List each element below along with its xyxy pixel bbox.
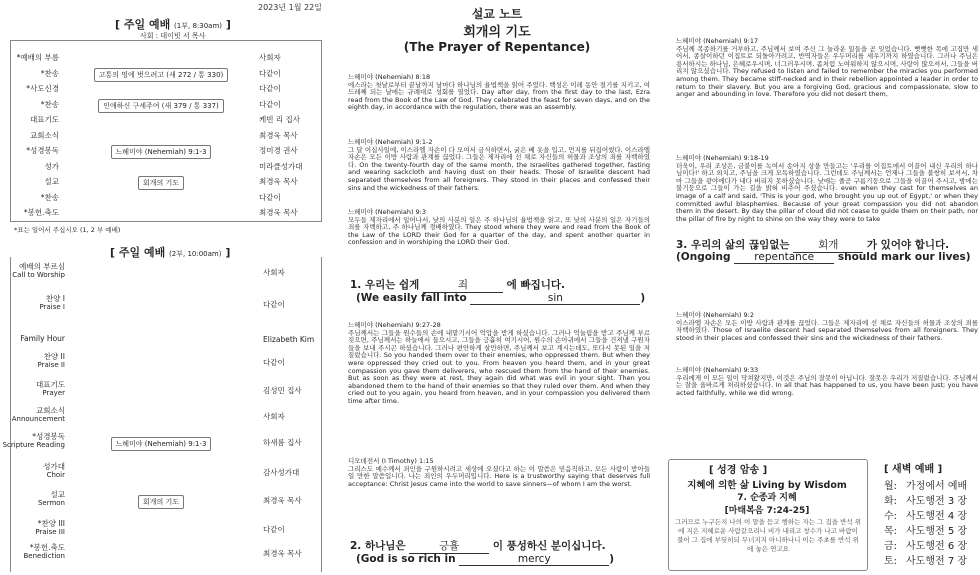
order-item-leader: 최경욱 목사 xyxy=(259,177,298,186)
order-item-leader: 정미경 권사 xyxy=(259,146,298,155)
order-item-name xyxy=(40,295,65,311)
verse-block xyxy=(676,312,978,342)
verse-block xyxy=(348,322,650,406)
order-item-detail-text: 느헤미야 (Nehemiah) 9:1-3 xyxy=(111,437,212,451)
order-item-leader: 다같이 xyxy=(263,358,285,367)
service2-row xyxy=(11,335,323,353)
service2-row xyxy=(11,407,323,425)
order-item-leader: 다같이 xyxy=(259,192,281,202)
order-item-name-ko: *성경봉독 xyxy=(32,432,65,441)
order-item-name xyxy=(35,520,65,536)
order-item-name xyxy=(3,433,65,449)
order-item-name xyxy=(12,263,65,279)
order-item-detail xyxy=(81,437,241,451)
fill-in-answer[interactable]: mercy xyxy=(459,553,609,566)
service2-row xyxy=(11,544,323,562)
service1-row xyxy=(11,111,323,127)
verse-text: 이스라엘 자손은 모든 이방 사람과 관계를 끊었다. 그들은 제자리에 선 채로 자신들의 허물과 조상의 죄를 자백하였다. Those of Israelite descent had separated themselves from all foreigners. They stood in their places and confessed their sins and the wickedness of their fathers. xyxy=(676,318,978,342)
order-item-name xyxy=(20,335,65,343)
order-item-name xyxy=(38,491,65,507)
order-item-leader: 사회자 xyxy=(263,412,285,421)
order-item-name-ko: 찬양 II xyxy=(43,352,65,361)
fill-in-3-en: (Ongoing repentance should mark our lives) xyxy=(676,251,971,263)
day-label: 목: xyxy=(884,526,898,537)
verse-text: 그리스도 예수께서 죄인을 구원하시려고 세상에 오셨다고 하는 이 말씀은 믿음직하고, 모든 사람이 받아들일 만한 말씀입니다. 나는 죄인의 우두머리입니다. Here is a trustworthy saying that deserves full acceptance: Christ Jesus came into the world to save sinners—of whom I am the worst. xyxy=(348,464,650,488)
service1-row xyxy=(11,173,323,189)
order-item-leader: 다같이 xyxy=(259,68,281,78)
service1-row xyxy=(11,96,323,112)
order-item-name-en: Sermon xyxy=(37,499,65,507)
order-item-name: 성가 xyxy=(44,161,59,171)
verse-ref: 느헤미야 (Nehemiah) 9:18-19 xyxy=(676,154,769,162)
fill-in-answer[interactable]: 죄 xyxy=(423,277,503,293)
order-item-name-en: Prayer xyxy=(42,389,65,397)
order-item-detail-text: 고통의 멍에 벗으려고 (새 272 / 통 330) xyxy=(94,68,229,82)
dawn-service-row xyxy=(884,552,967,567)
day-reading: 사도행전 4 장 xyxy=(906,511,968,522)
day-reading: 사도행전 6 장 xyxy=(906,541,968,552)
service1-row xyxy=(11,142,323,158)
order-item-name-ko: 교회소식 xyxy=(36,406,65,415)
service1-row xyxy=(11,65,323,81)
order-item-name: 설교 xyxy=(44,177,59,186)
service2-row xyxy=(11,491,323,509)
order-item-leader: 최경욱 목사 xyxy=(263,549,302,558)
fill-in-2-en: (God is so rich in mercy ) xyxy=(356,553,615,565)
order-item-name xyxy=(36,381,65,397)
order-item-name-en: Call to Worship xyxy=(12,271,65,279)
order-item-name xyxy=(43,463,65,479)
dawn-service-row xyxy=(884,492,967,507)
order-item-detail xyxy=(81,495,241,509)
order-item-name-en: Benediction xyxy=(23,552,65,560)
order-item-name: 대표기도 xyxy=(30,115,59,124)
order-item-name: 교회소식 xyxy=(30,130,59,140)
day-label: 토: xyxy=(884,556,898,567)
dawn-service-title: [ 새벽 예배 ] xyxy=(884,464,943,475)
fill-in-2: 2. 하나님은 긍휼 이 풍성하신 분이십니다. xyxy=(350,540,606,552)
service1-title: [ 주일 예배 (1부, 8:30am) ] xyxy=(115,18,231,31)
service2-row xyxy=(11,353,323,371)
service1-row xyxy=(11,127,323,143)
dawn-service-row xyxy=(884,507,967,522)
order-item-name xyxy=(24,544,66,560)
order-item-name-en: Scripture Reading xyxy=(2,441,65,449)
order-item-leader: 케빈 리 집사 xyxy=(259,115,300,124)
service2-row xyxy=(11,295,323,313)
service2-row xyxy=(11,520,323,538)
order-item-leader: 최경욱 목사 xyxy=(263,496,302,505)
fill-in-answer[interactable]: sin xyxy=(470,292,640,305)
service1-box xyxy=(10,40,322,222)
day-label: 수: xyxy=(884,511,898,522)
verse-block xyxy=(676,155,978,223)
order-item-name-ko: *봉헌.축도 xyxy=(29,543,65,552)
service2-row xyxy=(11,463,323,481)
order-item-name: *찬송 xyxy=(40,99,59,109)
memory-line2: 7. 순종과 지혜 xyxy=(737,493,797,503)
order-item-leader: 사회자 xyxy=(263,268,285,277)
dawn-service-row xyxy=(884,537,967,552)
order-item-name: *봉헌.축도 xyxy=(23,208,59,217)
order-item-name-ko: 설교 xyxy=(50,490,65,499)
order-item-name-ko: *찬양 III xyxy=(37,519,65,528)
verse-text: 더욱이, 우리 조상은, 금붙이를 녹여서 송아지 상을 만들고는 '우리를 이집트에서 이끌어 내신 우리의 하나님이다!' 하고 외치고, 주님을 크게 모독하였습니다. 그런데도 주님께서는 언제나 그들을 불쌍히 보셔서, 차마 그들을 광야에다가 내다 버리지 못하셨습니다. 낮에는 줄곧 구름기둥으로 그들을 이끌어 주시고, 밤에는 불기둥으로 그들이 가는 길을 밝혀 비추어 주셨습니다. even when they cast for themselves an image of a calf and said, 'This is your god, who brought you up out of Egypt,' or when they committed awful blasphemies. Because of your great compassion you did not abandon them in the desert. By day the pillar of cloud did not cease to guide them on their path, nor the pillar of fire by night to shine on the way they were to take xyxy=(676,161,978,223)
memory-verse-title: [ 성경 암송 ] xyxy=(709,465,768,476)
verse-block xyxy=(348,139,650,192)
sermon-title-en: (The Prayer of Repentance) xyxy=(403,40,591,54)
verse-text: 에스라는 첫날로부터 끝날까지 날마다 하나님의 율법책을 읽어 주었다. 백성은 이레 동안 절기를 지키고, 여드레째 되는 날에는 규례대로 성회를 열었다. Day after day, from the first day to the last, Ezra read from the Book of the Law of God. They celebrated the feast for seven days, and on the eighth day, in accordance with the regulation, there was an assembly. xyxy=(348,80,650,112)
order-item-name: *사도신경 xyxy=(26,84,59,93)
verse-ref: 느헤미야 (Nehemiah) 9:1-2 xyxy=(348,138,433,146)
service1-row xyxy=(11,204,323,220)
verse-text: 모두들 제자리에서 일어나서, 낮의 사분의 일은 주 하나님의 율법책을 읽고, 또 낮의 사분의 일은 자기들의 죄를 자백하고, 주 하나님께 경배하였다. They stood where they were and read from the Book of the Law of the LORD their God for a quarter of the day, and spent another quarter in confession and in worshiping the LORD their God. xyxy=(348,215,650,247)
memory-line3: [마태복음 7:24-25] xyxy=(724,506,810,516)
order-item-name-ko: Family Hour xyxy=(20,334,65,343)
service1-row xyxy=(11,49,323,65)
order-item-name-en: Praise I xyxy=(39,303,65,311)
order-item-leader: 사회자 xyxy=(259,53,281,62)
order-item-name-en: Choir xyxy=(46,471,65,479)
verse-ref: 느헤미야 (Nehemiah) 9:17 xyxy=(676,37,759,45)
order-item-detail-text: 인애하신 구세주여 (새 379 / 통 337) xyxy=(98,99,224,113)
notes-right-column xyxy=(664,0,980,575)
order-item-name-ko: 예배의 부르심 xyxy=(19,262,65,271)
order-item-name: *성경봉독 xyxy=(26,146,59,155)
order-item-leader: 다같이 xyxy=(263,525,285,534)
verse-block xyxy=(348,74,650,112)
order-item-leader: 다같이 xyxy=(259,99,281,109)
day-label: 월: xyxy=(884,481,898,492)
verse-ref: 느헤미야 (Nehemiah) 9:2 xyxy=(676,311,755,319)
verse-ref: 느헤미야 (Nehemiah) 8:18 xyxy=(348,73,431,81)
order-item-leader: 미라클성가대 xyxy=(259,161,303,171)
service2-box xyxy=(2,257,322,572)
order-item-detail-text: 느헤미야 (Nehemiah) 9:1-3 xyxy=(111,145,212,159)
order-item-name-ko: 성가대 xyxy=(43,462,65,471)
order-item-leader: 다같이 xyxy=(263,300,285,309)
day-reading: 사도행전 5 장 xyxy=(906,526,968,537)
service1-row xyxy=(11,189,323,205)
order-item-leader: 최경욱 목사 xyxy=(259,130,298,140)
service1-row xyxy=(11,80,323,96)
order-item-detail-text: 회개의 기도 xyxy=(138,495,184,509)
service2-row xyxy=(11,381,323,399)
fill-in-1: 1. 우리는 쉽게 죄 에 빠집니다. xyxy=(350,279,565,291)
order-item-name-en: Announcement xyxy=(11,415,65,423)
order-item-name-ko: 찬양 I xyxy=(45,294,65,303)
order-item-leader: 최경욱 목사 xyxy=(259,208,298,217)
day-reading: 가정에서 예배 xyxy=(906,481,968,492)
fill-in-1-en: (We easily fall into sin ) xyxy=(356,292,646,304)
verse-text: 주님께서는 그들을 원수들의 손에 내맡기시어 억압을 받게 하셨습니다. 그러나 억눌림을 받고 주님께 부르짖으면, 주님께서는 하늘에서 들으시고, 그들을 긍휼히 여기시어, 원수의 손아귀에서 그들을 건져낼 구원자들을 보내 주시곤 하셨습니다. 그러나 편안하게 살만하면, 주님께서 보고 계시는데도, 또다시 못된 일을 저질렀습니다. So you handed them over to their enemies, who oppressed them. But when they were oppressed they cried out to you. From heaven you heard them, and in your great compassion you gave them deliverers, who rescued them from the hand of their enemies. But as soon as they were at rest, they again did what was evil in your sight. Then you abandoned them to the hand of their enemies so that they ruled over them. And when they cried out to you again, you heard from heaven, and in your compassion you delivered them time after time. xyxy=(348,328,650,405)
order-item-name-en: Praise III xyxy=(35,528,65,536)
memory-text: 그러므로 누구든지 나의 이 말을 듣고 행하는 자는 그 집을 반석 위에 지은 지혜로운 사람같으리니 비가 내리고 창수가 나고 바람이 불어 그 집에 부딪히되 무너지지 아니하나니 이는 주초를 반석 위에 놓은 연고요 xyxy=(675,518,861,553)
order-item-name: *찬송 xyxy=(40,192,59,202)
verse-text: 우리에게 이 모든 일이 닥쳐왔지만, 이것은 주님의 잘못이 아닙니다. 잘못은 우리가 저질렀습니다. 주님께서는 잘을 올바르게 처리하셨습니다. In all that has happened to us, you have been just; you have acted faithfully, while we did wrong. xyxy=(676,373,978,397)
fill-in-answer[interactable]: 긍휼 xyxy=(409,538,489,554)
day-label: 화: xyxy=(884,496,898,507)
verse-ref: 디모데전서 (I Timothy) 1:15 xyxy=(348,457,434,465)
day-reading: 사도행전 7 장 xyxy=(906,556,968,567)
order-item-name xyxy=(12,407,65,423)
order-item-leader: 다같이 xyxy=(259,84,281,93)
verse-ref: 느헤미야 (Nehemiah) 9:33 xyxy=(676,366,759,374)
order-item-name-en: Praise II xyxy=(37,361,65,369)
order-item-leader: 김성민 집사 xyxy=(263,386,302,395)
sermon-title-ko: 회개의 기도 xyxy=(463,25,531,40)
dawn-service-row xyxy=(884,477,967,492)
order-item-name: *찬송 xyxy=(40,68,59,78)
service1-row xyxy=(11,158,323,174)
verse-block xyxy=(676,367,978,397)
verse-block xyxy=(676,38,978,99)
order-item-name xyxy=(37,353,65,369)
service2-title: [ 주일 예배 (2부, 10:00am) ] xyxy=(110,246,231,259)
order-item-leader: 하새롬 집사 xyxy=(263,438,302,447)
memory-verse-box xyxy=(668,459,868,571)
bulletin-date: 2023년 1월 22일 xyxy=(258,3,322,12)
order-item-name: *예배의 부름 xyxy=(16,53,59,62)
service2-row xyxy=(11,263,323,281)
memory-line1: 지혜에 의한 삶 Living by Wisdom xyxy=(687,480,847,491)
day-label: 금: xyxy=(884,541,898,552)
verse-text: 주님께 복종하기를 거부하고, 주님께서 보여 주신 그 놀라운 일들을 곧 잊었습니다. 뻣뻣한 목에 고집만 세어서, 종살이하던 이집트로 되돌아가려고, 반역자들은 우두머리를 세우기까지 하였습니다. 그러나 주님은 용서하시는 하나님, 은혜로우시며, 너그러우시며, 좀처럼 노여워하지 않으시며, 사랑이 많으셔서, 그들을 버리지 않으셨습니다. They refused to listen and failed to remember the miracles you performed among them. They became stiff-necked and in their rebellion appointed a leader in order to return to their slavery. But you are a forgiving God, gracious and compassionate, slow to anger and abounding in love. Therefore you did not desert them, xyxy=(676,44,978,99)
service2-row xyxy=(2,432,323,451)
order-item-leader: 감사성가대 xyxy=(263,468,300,477)
order-item-detail-text: 회개의 기도 xyxy=(138,176,184,190)
verse-ref: 느헤미야 (Nehemiah) 9:27-28 xyxy=(348,321,441,329)
sermon-notes-label: 설교 노트 xyxy=(471,7,523,21)
verse-ref: 느헤미야 (Nehemiah) 9:3 xyxy=(348,208,427,216)
fill-in-answer[interactable]: repentance xyxy=(734,251,834,264)
fill-in-answer[interactable]: 회개 xyxy=(793,237,863,253)
day-reading: 사도행전 3 장 xyxy=(906,496,968,507)
dawn-service-row xyxy=(884,522,967,537)
dawn-service-box xyxy=(876,459,976,571)
order-item-leader: Elizabeth Kim xyxy=(263,335,315,344)
verse-block xyxy=(348,209,650,247)
order-of-service-column xyxy=(0,0,330,575)
fill-in-3: 3. 우리의 삶의 끊임없는 회개 가 있어야 합니다. xyxy=(676,239,950,251)
order-item-name-ko: 대표기도 xyxy=(36,380,65,389)
verse-text: 그 달 이십사일에, 이스라엘 자손이 다 모여서 금식하면서, 굵은 베 옷을 입고, 먼지를 뒤집어썼다. 이스라엘 자손은 모든 이방 사람과 관계를 끊었다. 그들은 제자리에 선 채로 자신들의 허물과 조상의 죄를 자백하였다. On the twenty-fourth day of the same month, the Israelites gathered together, fasting and wearing sackcloth and having dust on their heads. Those of Israelite descent had separated themselves from all foreigners. They stood in their places and confessed their sins and the wickedness of their fathers. xyxy=(348,145,650,192)
service1-presider: 사회 : 데이빗 서 목사 xyxy=(140,32,206,40)
standing-note: *표는 일어서 주십시오 (1, 2 부 예배) xyxy=(14,226,121,234)
verse-block xyxy=(348,458,650,488)
